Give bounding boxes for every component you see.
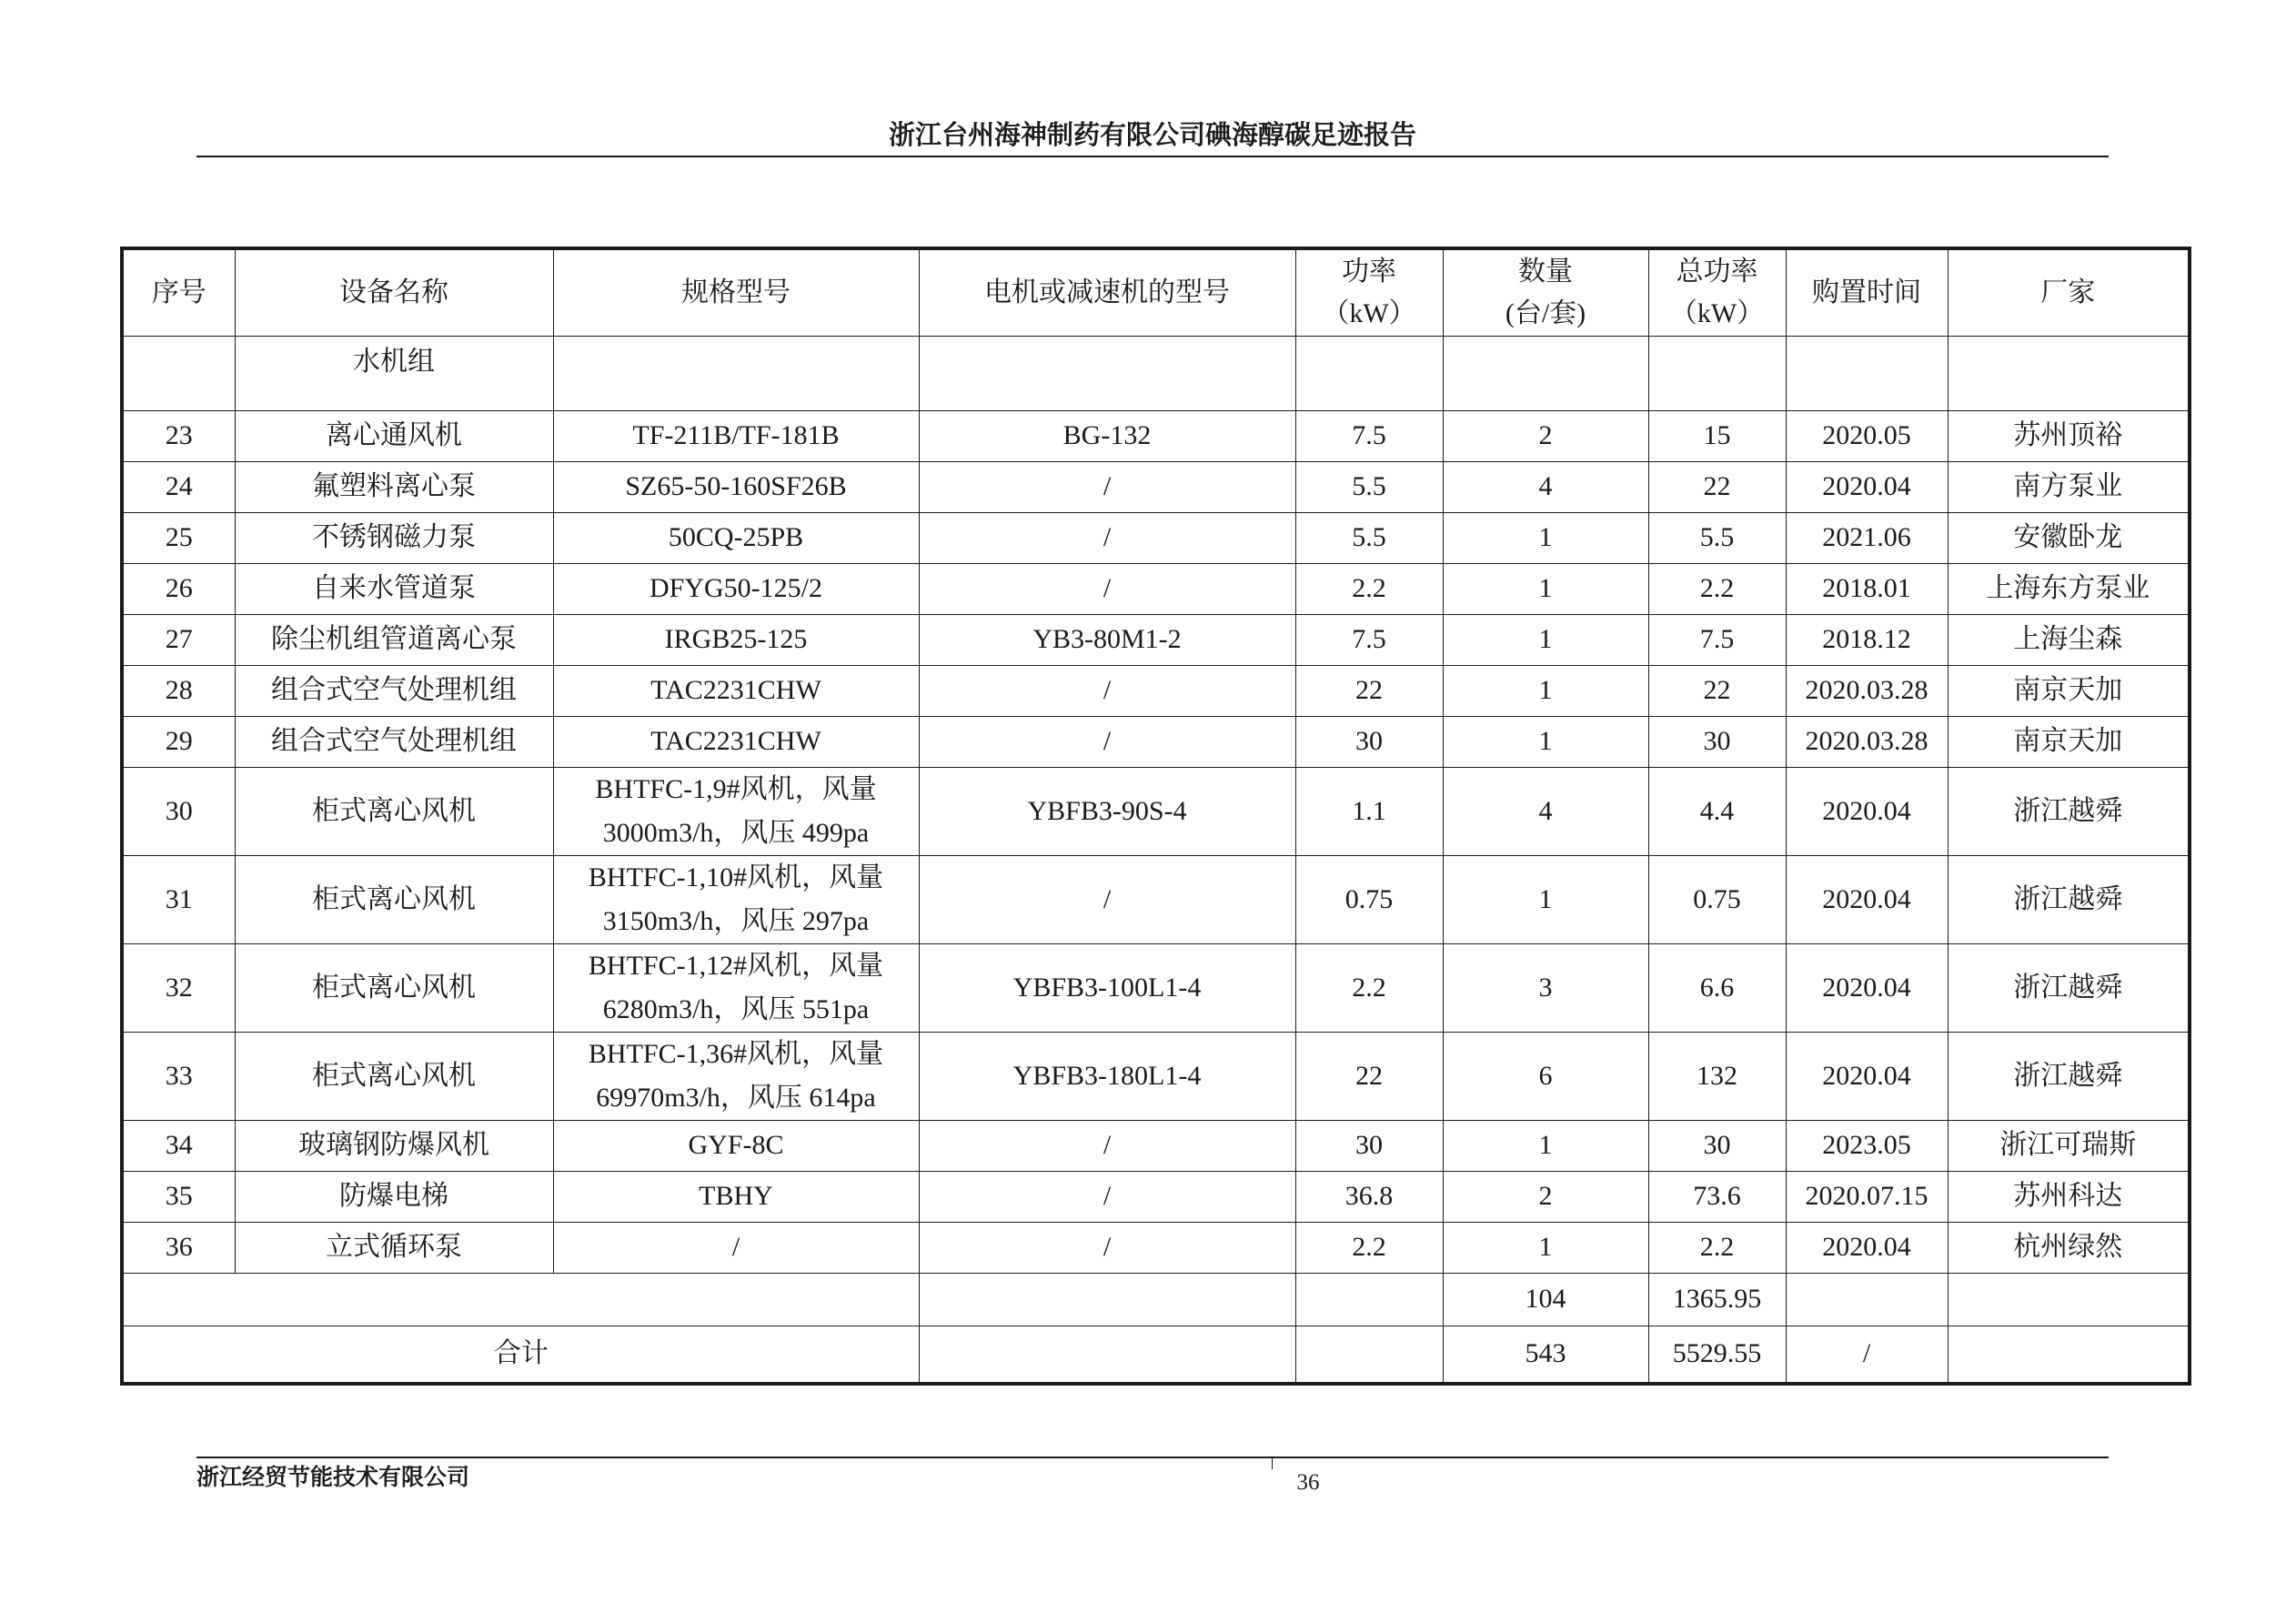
header-name: 设备名称 xyxy=(235,248,553,336)
cell-total: 2.2 xyxy=(1648,1222,1786,1273)
table-row xyxy=(122,665,2190,716)
cell-motor: BG-132 xyxy=(919,410,1295,461)
cell-power: 2.2 xyxy=(1295,1222,1443,1273)
cell-no: 25 xyxy=(122,512,235,563)
continuation-row xyxy=(122,336,2190,410)
cell-maker: 浙江越舜 xyxy=(1948,855,2190,943)
cell-power: 30 xyxy=(1295,716,1443,767)
cell-total: 5.5 xyxy=(1648,512,1786,563)
cell-no xyxy=(122,336,235,410)
subtotal-row xyxy=(122,1273,2190,1326)
cell-spec xyxy=(553,767,919,855)
header-divider xyxy=(196,156,2109,157)
header-total-line2: （kW） xyxy=(1669,297,1765,328)
cell-date: 2020.04 xyxy=(1786,461,1948,512)
header-power-line1: 功率 xyxy=(1342,256,1396,287)
cell-total: 7.5 xyxy=(1648,614,1786,665)
cell-power: 7.5 xyxy=(1295,410,1443,461)
cell-maker xyxy=(1948,1326,2190,1384)
cell-date: 2020.03.28 xyxy=(1786,716,1948,767)
cell-motor: / xyxy=(919,563,1295,614)
cell-no: 28 xyxy=(122,665,235,716)
cell-date: 2020.04 xyxy=(1786,1222,1948,1273)
cell-maker: 安徽卧龙 xyxy=(1948,512,2190,563)
header-total-power xyxy=(1648,248,1786,336)
cell-qty: 6 xyxy=(1443,1032,1648,1120)
cell-motor: / xyxy=(919,1222,1295,1273)
cell-date xyxy=(1786,1273,1948,1326)
cell-total: 0.75 xyxy=(1648,855,1786,943)
cell-no: 32 xyxy=(122,943,235,1032)
cell-total xyxy=(1648,336,1786,410)
cell-qty: 1 xyxy=(1443,614,1648,665)
cell-spec xyxy=(553,1222,919,1273)
cell-spec xyxy=(553,665,919,716)
header-no: 序号 xyxy=(122,248,235,336)
cell-total: 22 xyxy=(1648,665,1786,716)
cell-qty: 4 xyxy=(1443,461,1648,512)
cell-name: 水机组 xyxy=(235,336,553,410)
table-row xyxy=(122,1171,2190,1222)
cell-name: 柜式离心风机 xyxy=(235,943,553,1032)
cell-name: 氟塑料离心泵 xyxy=(235,461,553,512)
cell-spec-line1: TAC2231CHW xyxy=(650,675,821,705)
cell-spec-line2: 6280m3/h，风压 551pa xyxy=(602,993,870,1024)
cell-motor: / xyxy=(919,665,1295,716)
cell-name: 柜式离心风机 xyxy=(235,855,553,943)
table-header-row xyxy=(122,248,2190,336)
cell-qty: 3 xyxy=(1443,943,1648,1032)
cell-power: 22 xyxy=(1295,665,1443,716)
cell-name: 柜式离心风机 xyxy=(235,1032,553,1120)
cell-motor xyxy=(919,1326,1295,1384)
cell-name: 离心通风机 xyxy=(235,410,553,461)
cell-no: 26 xyxy=(122,563,235,614)
cell-qty: 1 xyxy=(1443,716,1648,767)
table-row xyxy=(122,1222,2190,1273)
cell-total: 22 xyxy=(1648,461,1786,512)
header-power-line2: （kW） xyxy=(1322,297,1416,328)
cell-spec xyxy=(553,716,919,767)
cell-total: 4.4 xyxy=(1648,767,1786,855)
cell-no: 30 xyxy=(122,767,235,855)
subtotal-label-cell xyxy=(122,1273,919,1326)
cell-total: 30 xyxy=(1648,1120,1786,1171)
grand-total-date: / xyxy=(1786,1326,1948,1384)
cell-spec-line2: 69970m3/h，风压 614pa xyxy=(596,1082,876,1113)
cell-motor: / xyxy=(919,461,1295,512)
table-row xyxy=(122,943,2190,1032)
cell-spec-line2: 3000m3/h，风压 499pa xyxy=(602,817,870,848)
subtotal-qty: 104 xyxy=(1443,1273,1648,1326)
cell-maker: 杭州绿然 xyxy=(1948,1222,2190,1273)
cell-qty: 4 xyxy=(1443,767,1648,855)
cell-date: 2021.06 xyxy=(1786,512,1948,563)
cell-date: 2020.04 xyxy=(1786,767,1948,855)
table-row xyxy=(122,614,2190,665)
cell-power: 7.5 xyxy=(1295,614,1443,665)
cell-motor xyxy=(919,336,1295,410)
table-row xyxy=(122,1032,2190,1120)
cell-spec-line1: BHTFC-1,36#风机，风量 xyxy=(588,1038,884,1069)
page-header-title: 浙江台州海神制药有限公司碘海醇碳足迹报告 xyxy=(888,119,1416,150)
table-row xyxy=(122,461,2190,512)
cell-qty: 2 xyxy=(1443,1171,1648,1222)
cell-power xyxy=(1295,336,1443,410)
cell-power xyxy=(1295,1273,1443,1326)
cell-no: 35 xyxy=(122,1171,235,1222)
cell-total: 6.6 xyxy=(1648,943,1786,1032)
table-body xyxy=(122,248,2190,1384)
cell-maker: 浙江越舜 xyxy=(1948,767,2190,855)
equipment-table xyxy=(120,247,2191,1386)
cell-spec-line1: DFYG50-125/2 xyxy=(649,573,822,603)
cell-motor: / xyxy=(919,1171,1295,1222)
cell-power xyxy=(1295,1326,1443,1384)
grand-total-qty: 543 xyxy=(1443,1326,1648,1384)
cell-spec-line1: BHTFC-1,10#风机，风量 xyxy=(588,862,884,892)
cell-maker: 上海尘森 xyxy=(1948,614,2190,665)
cell-spec-line1: GYF-8C xyxy=(688,1130,784,1160)
table-row xyxy=(122,1120,2190,1171)
header-date: 购置时间 xyxy=(1786,248,1948,336)
cell-date: 2020.07.15 xyxy=(1786,1171,1948,1222)
subtotal-total-power: 1365.95 xyxy=(1648,1273,1786,1326)
cell-name: 自来水管道泵 xyxy=(235,563,553,614)
cell-name: 不锈钢磁力泵 xyxy=(235,512,553,563)
cell-maker: 苏州科达 xyxy=(1948,1171,2190,1222)
cell-name: 除尘机组管道离心泵 xyxy=(235,614,553,665)
footer-company: 浙江经贸节能技术有限公司 xyxy=(196,1464,470,1490)
header-total-line1: 总功率 xyxy=(1676,256,1758,287)
cell-maker xyxy=(1948,336,2190,410)
cell-spec-line1: IRGB25-125 xyxy=(664,624,808,654)
table-row xyxy=(122,512,2190,563)
cell-total: 15 xyxy=(1648,410,1786,461)
cell-date: 2020.03.28 xyxy=(1786,665,1948,716)
cell-spec-line2: 3150m3/h，风压 297pa xyxy=(602,905,870,936)
cell-spec-line1: / xyxy=(731,1232,740,1262)
cell-total: 2.2 xyxy=(1648,563,1786,614)
cell-maker: 浙江越舜 xyxy=(1948,1032,2190,1120)
cell-spec xyxy=(553,855,919,943)
cell-maker: 浙江越舜 xyxy=(1948,943,2190,1032)
cell-motor: YBFB3-90S-4 xyxy=(919,767,1295,855)
cell-motor: YBFB3-180L1-4 xyxy=(919,1032,1295,1120)
cell-date: 2023.05 xyxy=(1786,1120,1948,1171)
cell-power: 2.2 xyxy=(1295,563,1443,614)
cell-spec xyxy=(553,943,919,1032)
cell-maker xyxy=(1948,1273,2190,1326)
cell-date: 2020.05 xyxy=(1786,410,1948,461)
cell-spec-line1: BHTFC-1,12#风机，风量 xyxy=(588,950,884,981)
header-qty-line2: (台/套) xyxy=(1505,297,1586,328)
footer-divider xyxy=(196,1457,2109,1458)
cell-motor: / xyxy=(919,512,1295,563)
cell-power: 36.8 xyxy=(1295,1171,1443,1222)
cell-spec-line1: TF-211B/TF-181B xyxy=(632,420,840,450)
cell-motor: YBFB3-100L1-4 xyxy=(919,943,1295,1032)
cell-qty: 1 xyxy=(1443,665,1648,716)
cell-no: 33 xyxy=(122,1032,235,1120)
cell-qty: 1 xyxy=(1443,563,1648,614)
page-number: 36 xyxy=(1296,1470,1320,1495)
cell-spec-line1: TBHY xyxy=(699,1181,773,1211)
cell-power: 0.75 xyxy=(1295,855,1443,943)
cell-no: 36 xyxy=(122,1222,235,1273)
cell-name: 组合式空气处理机组 xyxy=(235,665,553,716)
cell-qty: 1 xyxy=(1443,1120,1648,1171)
cell-total: 73.6 xyxy=(1648,1171,1786,1222)
header-maker: 厂家 xyxy=(1948,248,2190,336)
cell-motor: / xyxy=(919,1120,1295,1171)
cell-power: 22 xyxy=(1295,1032,1443,1120)
cell-qty: 1 xyxy=(1443,1222,1648,1273)
cell-date xyxy=(1786,336,1948,410)
cell-date: 2018.12 xyxy=(1786,614,1948,665)
cell-maker: 上海东方泵业 xyxy=(1948,563,2190,614)
grand-total-row xyxy=(122,1326,2190,1384)
cell-no: 29 xyxy=(122,716,235,767)
cell-spec-line1: BHTFC-1,9#风机，风量 xyxy=(595,773,877,804)
cell-power: 2.2 xyxy=(1295,943,1443,1032)
cell-date: 2020.04 xyxy=(1786,855,1948,943)
grand-total-label: 合计 xyxy=(122,1326,919,1384)
cell-date: 2018.01 xyxy=(1786,563,1948,614)
grand-total-power: 5529.55 xyxy=(1648,1326,1786,1384)
cell-date: 2020.04 xyxy=(1786,1032,1948,1120)
cell-motor xyxy=(919,1273,1295,1326)
cell-power: 1.1 xyxy=(1295,767,1443,855)
header-power xyxy=(1295,248,1443,336)
header-qty-line1: 数量 xyxy=(1518,256,1573,287)
cell-spec xyxy=(553,1171,919,1222)
cell-spec xyxy=(553,512,919,563)
cell-no: 24 xyxy=(122,461,235,512)
cell-name: 防爆电梯 xyxy=(235,1171,553,1222)
table-row xyxy=(122,855,2190,943)
cell-maker: 浙江可瑞斯 xyxy=(1948,1120,2190,1171)
cell-spec xyxy=(553,461,919,512)
cell-maker: 南京天加 xyxy=(1948,665,2190,716)
table-row xyxy=(122,410,2190,461)
cell-name: 柜式离心风机 xyxy=(235,767,553,855)
table-row xyxy=(122,716,2190,767)
table-row xyxy=(122,767,2190,855)
cell-date: 2020.04 xyxy=(1786,943,1948,1032)
cell-spec-line1: 50CQ-25PB xyxy=(668,522,804,552)
cell-spec xyxy=(553,1120,919,1171)
cell-maker: 苏州顶裕 xyxy=(1948,410,2190,461)
cell-power: 5.5 xyxy=(1295,461,1443,512)
cell-motor: / xyxy=(919,716,1295,767)
cell-qty: 1 xyxy=(1443,855,1648,943)
table-row xyxy=(122,563,2190,614)
cell-spec xyxy=(553,1032,919,1120)
cell-power: 5.5 xyxy=(1295,512,1443,563)
cell-no: 31 xyxy=(122,855,235,943)
cell-spec xyxy=(553,336,919,410)
cell-no: 23 xyxy=(122,410,235,461)
cell-qty: 2 xyxy=(1443,410,1648,461)
cell-power: 30 xyxy=(1295,1120,1443,1171)
cell-name: 组合式空气处理机组 xyxy=(235,716,553,767)
cell-spec-line1: TAC2231CHW xyxy=(650,726,821,756)
cell-maker: 南方泵业 xyxy=(1948,461,2190,512)
cell-spec xyxy=(553,563,919,614)
cell-spec xyxy=(553,614,919,665)
cell-name: 玻璃钢防爆风机 xyxy=(235,1120,553,1171)
cell-name: 立式循环泵 xyxy=(235,1222,553,1273)
cell-motor: YB3-80M1-2 xyxy=(919,614,1295,665)
cell-qty xyxy=(1443,336,1648,410)
header-motor: 电机或减速机的型号 xyxy=(919,248,1295,336)
cell-maker: 南京天加 xyxy=(1948,716,2190,767)
cell-total: 30 xyxy=(1648,716,1786,767)
cell-spec-line1: SZ65-50-160SF26B xyxy=(625,471,847,501)
cell-no: 34 xyxy=(122,1120,235,1171)
cell-total: 132 xyxy=(1648,1032,1786,1120)
cell-spec xyxy=(553,410,919,461)
cell-qty: 1 xyxy=(1443,512,1648,563)
header-spec: 规格型号 xyxy=(553,248,919,336)
cell-no: 27 xyxy=(122,614,235,665)
header-qty xyxy=(1443,248,1648,336)
cell-motor: / xyxy=(919,855,1295,943)
